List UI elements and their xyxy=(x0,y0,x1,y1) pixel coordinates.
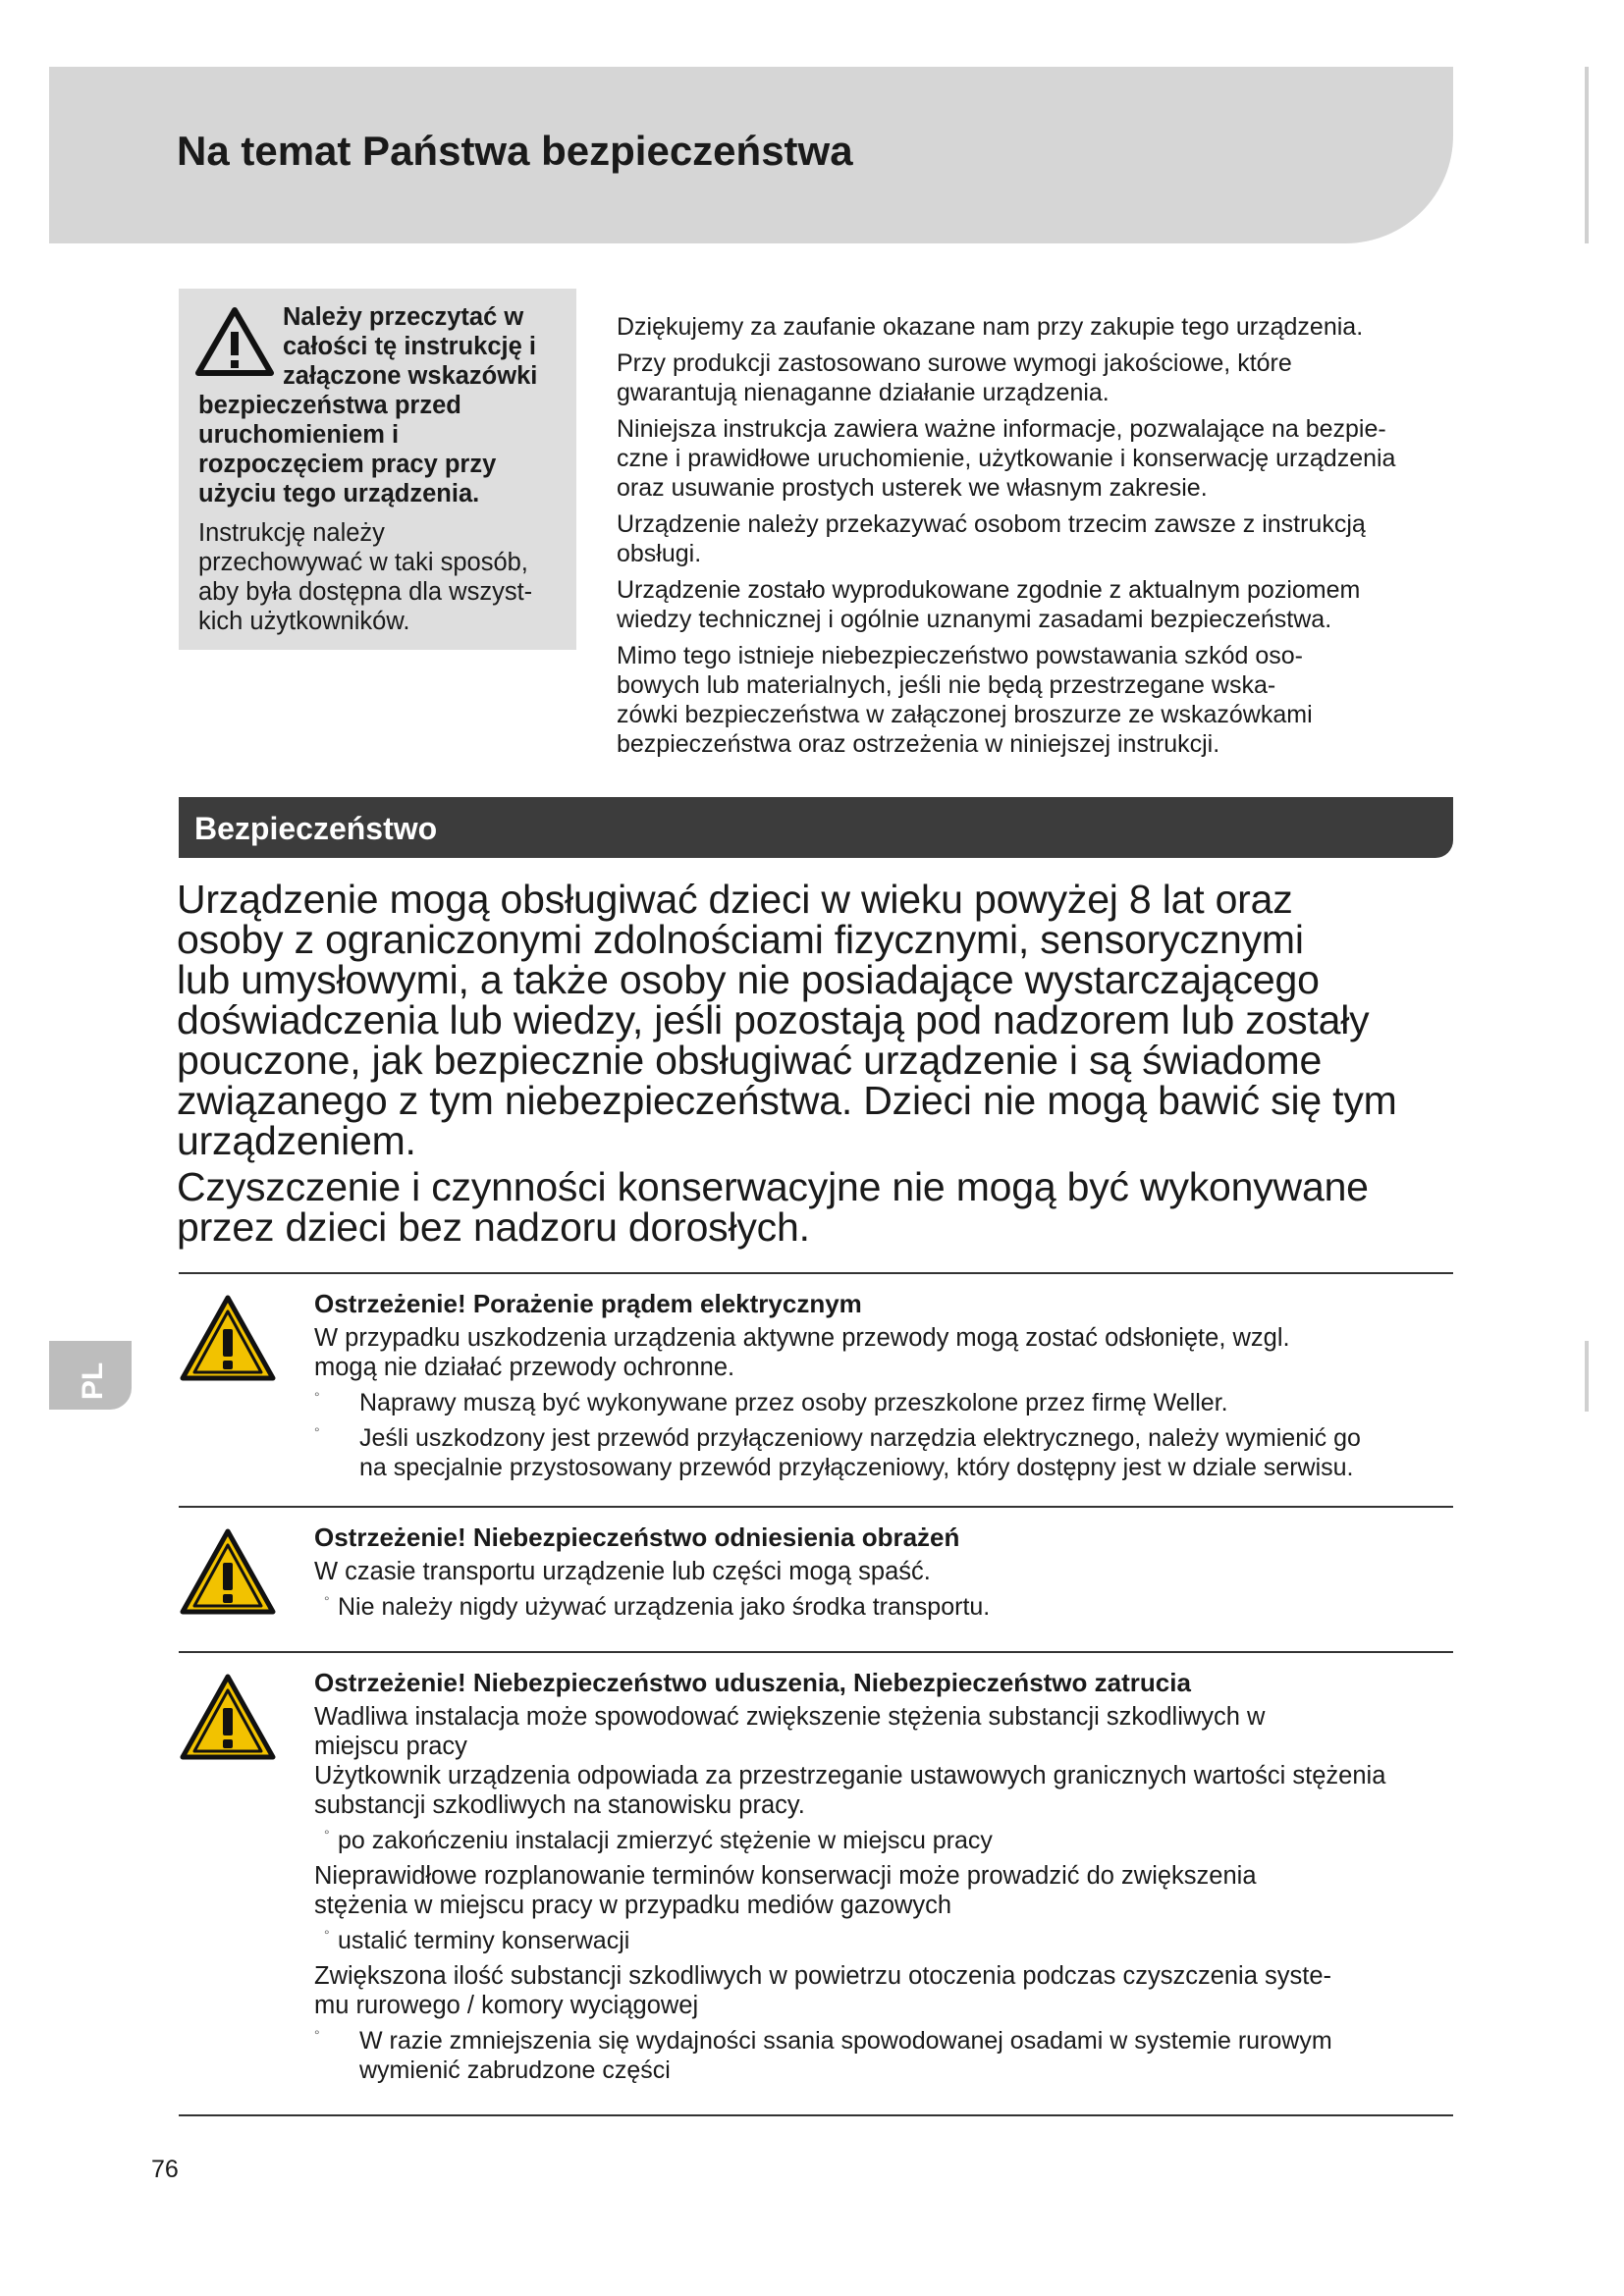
warning-text: W czasie transportu urządzenie lub części mogą spaść. xyxy=(314,1558,931,1585)
list-item: ° Nie należy nigdy używać urządzenia jako środka transportu. xyxy=(324,1593,991,1621)
warning-title: Ostrzeżenie! Niebezpieczeństwo uduszenia, Niebezpieczeństwo zatrucia xyxy=(314,1668,1191,1697)
divider xyxy=(179,1272,1453,1274)
list-item: ° Naprawy muszą być wykonywane przez osoby przeszkolone przez firmę Weller. xyxy=(314,1389,1228,1416)
warning-triangle-icon xyxy=(177,1292,279,1386)
list-item: ° W razie zmniejszenia się wydajności ssania spowodowanej osadami w systemie rurowym wymienić zabrudzone części xyxy=(314,2027,1332,2084)
margin-marker xyxy=(1585,67,1589,243)
warning-list xyxy=(314,1592,1458,1622)
bullet-icon: ° xyxy=(324,1927,330,1943)
intro-paragraph: Mimo tego istnieje niebezpieczeństwo powstawania szkód oso- bowych lub materialnych, jeśli nie będą przestrzegane wska- zówki bezpieczeństwa w załączonej broszurze ze wskazówkami bezpieczeństwa oraz ostrzeżenia w niniejszej instrukcji. xyxy=(617,642,1313,758)
large-paragraph: Urządzenie mogą obsługiwać dzieci w wieku powyżej 8 lat oraz osoby z ograniczonymi zdolnościami fizycznymi, sensorycznymi lub umysłowymi, a także osoby nie posiadające wystarczającego doświadczenia lub wiedzy, jeśli pozostają pod nadzorem lub zostały pouczone, jak bezpiecznie obsługiwać urządzenie i są świadome związanego z tym niebezpieczeństwa. Dzieci nie mogą bawić się tym urządzeniem. xyxy=(177,877,1397,1163)
warning-text: Zwiększona ilość substancji szkodliwych w powietrzu otoczenia podczas czyszczenia syste- mu rurowego / komory wyciągowej xyxy=(314,1962,1331,2019)
warning-list xyxy=(314,2026,1458,2085)
read-box-plain-text: Instrukcję należy przechowywać w taki sposób, aby była dostępna dla wszyst- kich użytkowników. xyxy=(198,519,533,635)
bullet-icon: ° xyxy=(324,1593,330,1609)
warning-text: Nieprawidłowe rozplanowanie terminów konserwacji może prowadzić do zwiększenia stężenia w miejscu pracy w przypadku mediów gazowych xyxy=(314,1862,1257,1919)
warning-injury xyxy=(314,1522,1458,1628)
divider xyxy=(179,1506,1453,1508)
page-title: Na temat Państwa bezpieczeństwa xyxy=(177,128,853,174)
large-paragraph: Czyszczenie i czynności konserwacyjne nie mogą być wykonywane przez dzieci bez nadzoru dorosłych. xyxy=(177,1164,1369,1250)
section-heading-bar xyxy=(179,797,1453,858)
margin-marker xyxy=(1585,1341,1589,1412)
section-heading: Bezpieczeństwo xyxy=(194,811,438,846)
warning-list xyxy=(314,1826,1458,1855)
divider xyxy=(179,1651,1453,1653)
divider xyxy=(179,2114,1453,2116)
intro-paragraph: Niniejsza instrukcja zawiera ważne informacje, pozwalające na bezpie- czne i prawidłowe uruchomienie, użytkowanie i konserwację urządzenia oraz usuwanie prostych usterek we własnym zakresie. xyxy=(617,415,1396,502)
language-tab xyxy=(49,1341,132,1410)
bullet-icon: ° xyxy=(324,1827,330,1842)
warning-triangle-icon xyxy=(177,1671,279,1765)
list-item: ° po zakończeniu instalacji zmierzyć stężenie w miejscu pracy xyxy=(324,1827,993,1854)
bullet-icon: ° xyxy=(314,1389,320,1405)
warning-text: Wadliwa instalacja może spowodować zwiększenie stężenia substancji szkodliwych w miejscu pracy Użytkownik urządzenia odpowiada za przestrzeganie ustawowych granicznych wartości stężenia substancji szkodliwych na stanowisku pracy. xyxy=(314,1703,1386,1819)
warning-list xyxy=(314,1388,1458,1482)
warning-suffocation-poisoning xyxy=(314,1667,1458,2091)
large-safety-text xyxy=(177,877,1463,1254)
warning-triangle-icon xyxy=(177,1525,279,1620)
warning-outline-icon xyxy=(194,306,275,377)
language-tab-label: PL xyxy=(77,1362,110,1401)
list-item: ° ustalić terminy konserwacji xyxy=(324,1927,630,1954)
intro-paragraph: Przy produkcji zastosowano surowe wymogi jakościowe, które gwarantują nienaganne działanie urządzenia. xyxy=(617,349,1292,406)
warning-text: W przypadku uszkodzenia urządzenia aktywne przewody mogą zostać odsłonięte, wzgl. mogą nie działać przewody ochronne. xyxy=(314,1324,1290,1381)
warning-title: Ostrzeżenie! Niebezpieczeństwo odniesienia obrażeń xyxy=(314,1522,960,1552)
intro-paragraph: Dziękujemy za zaufanie okazane nam przy zakupie tego urządzenia. xyxy=(617,313,1364,341)
page-number: 76 xyxy=(151,2156,179,2183)
warning-title: Ostrzeżenie! Porażenie prądem elektrycznym xyxy=(314,1289,862,1318)
list-item: ° Jeśli uszkodzony jest przewód przyłączeniowy narzędzia elektrycznego, należy wymienić go na specjalnie przystosowany przewód przyłączeniowy, który dostępny jest w dziale serwisu. xyxy=(314,1424,1361,1481)
read-box-bold-text: Należy przeczytać w całości tę instrukcję i załączone wskazówki bezpieczeństwa przed uruchomieniem i rozpoczęciem pracy przy użyciu tego urządzenia. xyxy=(198,303,538,507)
read-instructions-box xyxy=(179,289,576,650)
intro-paragraph: Urządzenie należy przekazywać osobom trzecim zawsze z instrukcją obsługi. xyxy=(617,510,1366,567)
intro-paragraph: Urządzenie zostało wyprodukowane zgodnie z aktualnym poziomem wiedzy technicznej i ogólnie uznanymi zasadami bezpieczeństwa. xyxy=(617,576,1361,633)
bullet-icon: ° xyxy=(314,2027,320,2043)
warning-electric-shock xyxy=(314,1288,1458,1488)
intro-text xyxy=(617,312,1461,766)
warning-list xyxy=(314,1926,1458,1955)
bullet-icon: ° xyxy=(314,1424,320,1440)
